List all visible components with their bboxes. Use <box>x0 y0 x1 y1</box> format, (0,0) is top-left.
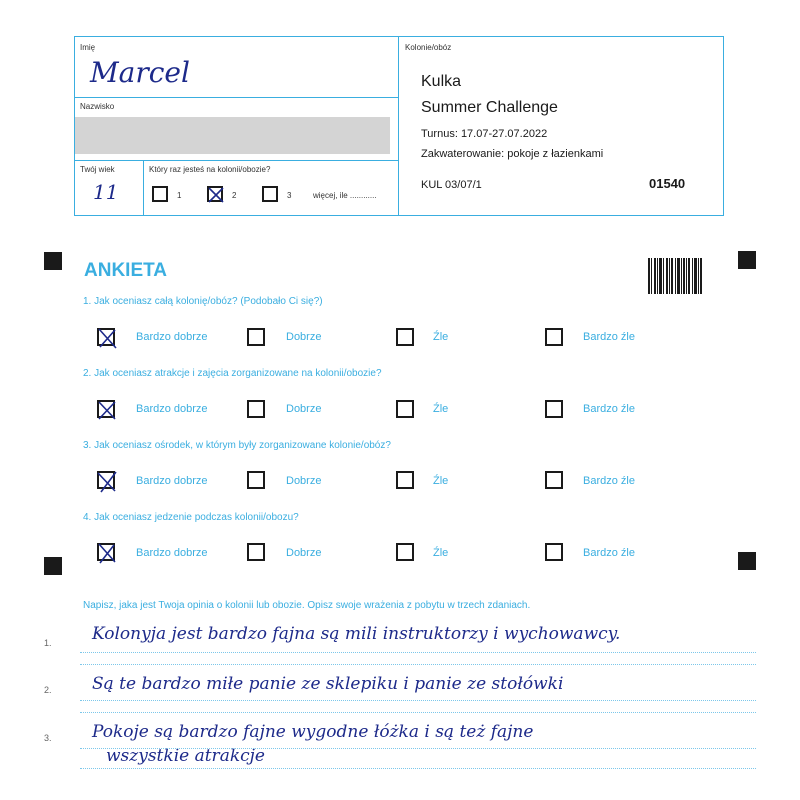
answer-line-2a <box>80 700 756 701</box>
ktory-raz-label: Który raz jesteś na kolonii/obozie? <box>149 165 271 174</box>
ktory-raz-checkbox-2[interactable] <box>207 186 223 202</box>
barcode-icon <box>648 258 702 294</box>
survey-title: ANKIETA <box>84 260 168 281</box>
line-number-2: 2. <box>44 685 52 695</box>
q1-option-bardzo-zle: Bardzo źle <box>583 331 635 343</box>
q4-checkbox-bardzo-dobrze[interactable] <box>97 543 115 561</box>
ktory-raz-option-1: 1 <box>177 191 182 200</box>
q3-option-zle: Źle <box>433 475 449 487</box>
q3-option-bardzo-dobrze: Bardzo dobrze <box>136 475 208 487</box>
q3-option-dobrze: Dobrze <box>286 475 322 487</box>
q3-checkbox-dobrze[interactable] <box>247 471 265 489</box>
registration-mark-bottom-left <box>44 557 62 575</box>
checkmark-x-icon <box>96 470 118 492</box>
imie-label: Imię <box>80 43 96 52</box>
q1-option-dobrze: Dobrze <box>286 331 322 343</box>
header-divider-vertical <box>398 36 399 216</box>
ktory-raz-option-2: 2 <box>232 191 237 200</box>
registration-mark-bottom-right <box>738 552 756 570</box>
q2-checkbox-zle[interactable] <box>396 400 414 418</box>
q3-checkbox-bardzo-zle[interactable] <box>545 471 563 489</box>
checkmark-x-icon <box>96 399 118 421</box>
opinion-answer-2[interactable]: Są te bardzo miłe panie ze sklepiku i panie ze stołówki <box>92 674 564 694</box>
q1-option-bardzo-dobrze: Bardzo dobrze <box>136 331 208 343</box>
kolonie-label: Kolonie/obóz <box>405 43 452 52</box>
q2-option-bardzo-dobrze: Bardzo dobrze <box>136 403 208 415</box>
q2-option-dobrze: Dobrze <box>286 403 322 415</box>
question-2-text: 2. Jak oceniasz atrakcje i zajęcia zorganizowane na kolonii/obozie? <box>83 368 382 379</box>
zakwaterowanie: Zakwaterowanie: pokoje z łazienkami <box>421 148 604 160</box>
checkmark-x-icon <box>96 542 118 564</box>
imie-value: Marcel <box>90 56 190 89</box>
q2-option-bardzo-zle: Bardzo źle <box>583 403 635 415</box>
q2-checkbox-bardzo-zle[interactable] <box>545 400 563 418</box>
ktory-raz-checkbox-3[interactable] <box>262 186 278 202</box>
registration-mark-top-right <box>738 251 756 269</box>
q4-checkbox-dobrze[interactable] <box>247 543 265 561</box>
q4-option-bardzo-dobrze: Bardzo dobrze <box>136 547 208 559</box>
q2-checkbox-bardzo-dobrze[interactable] <box>97 400 115 418</box>
nazwisko-divider <box>74 160 399 161</box>
form-number: 01540 <box>649 176 686 191</box>
answer-line-2b <box>80 712 756 713</box>
q1-checkbox-zle[interactable] <box>396 328 414 346</box>
ktory-raz-option-3: 3 <box>287 191 292 200</box>
turnus: Turnus: 17.07-27.07.2022 <box>421 128 548 140</box>
opinion-answer-3[interactable]: Pokoje są bardzo fajne wygodne łóżka i są też fajne <box>92 722 534 742</box>
answer-line-1b <box>80 664 756 665</box>
q1-checkbox-bardzo-dobrze[interactable] <box>97 328 115 346</box>
wiecej-label: więcej, ile ............ <box>313 191 377 200</box>
camp-code: KUL 03/07/1 <box>421 179 482 191</box>
opinion-answer-3-continued[interactable]: wszystkie atrakcje <box>106 746 265 766</box>
q2-option-zle: Źle <box>433 403 449 415</box>
nazwisko-label: Nazwisko <box>80 102 115 111</box>
q1-checkbox-bardzo-zle[interactable] <box>545 328 563 346</box>
q3-option-bardzo-zle: Bardzo źle <box>583 475 635 487</box>
camp-name-2: Summer Challenge <box>421 99 558 116</box>
registration-mark-top-left <box>44 252 62 270</box>
answer-line-3b <box>80 768 756 769</box>
q4-checkbox-zle[interactable] <box>396 543 414 561</box>
q2-checkbox-dobrze[interactable] <box>247 400 265 418</box>
question-3-text: 3. Jak oceniasz ośrodek, w którym były zorganizowane kolonie/obóz? <box>83 440 391 451</box>
answer-line-3a <box>80 748 756 749</box>
q1-checkbox-dobrze[interactable] <box>247 328 265 346</box>
q4-option-dobrze: Dobrze <box>286 547 322 559</box>
imie-divider <box>74 97 399 98</box>
q1-option-zle: Źle <box>433 331 449 343</box>
q4-option-bardzo-zle: Bardzo źle <box>583 547 635 559</box>
camp-name-1: Kulka <box>421 73 462 90</box>
line-number-3: 3. <box>44 733 52 743</box>
q3-checkbox-zle[interactable] <box>396 471 414 489</box>
answer-line-1a <box>80 652 756 653</box>
checkmark-x-icon <box>207 186 225 204</box>
wiek-label: Twój wiek <box>80 165 115 174</box>
line-number-1: 1. <box>44 638 52 648</box>
q4-option-zle: Źle <box>433 547 449 559</box>
wiek-value: 11 <box>93 180 119 204</box>
q3-checkbox-bardzo-dobrze[interactable] <box>97 471 115 489</box>
opinion-prompt: Napisz, jaka jest Twoja opinia o kolonii lub obozie. Opisz swoje wrażenia z pobytu w trzech zdaniach. <box>83 600 531 611</box>
ktory-raz-checkbox-1[interactable] <box>152 186 168 202</box>
question-4-text: 4. Jak oceniasz jedzenie podczas kolonii/obozu? <box>83 512 299 523</box>
checkmark-x-icon <box>96 327 118 349</box>
nazwisko-redacted <box>75 117 390 154</box>
opinion-answer-1[interactable]: Kolonyja jest bardzo fajna są mili instruktorzy i wychowawcy. <box>92 624 621 644</box>
q4-checkbox-bardzo-zle[interactable] <box>545 543 563 561</box>
question-1-text: 1. Jak oceniasz całą kolonię/obóz? (Podobało Ci się?) <box>83 296 323 307</box>
wiek-divider <box>143 160 144 216</box>
